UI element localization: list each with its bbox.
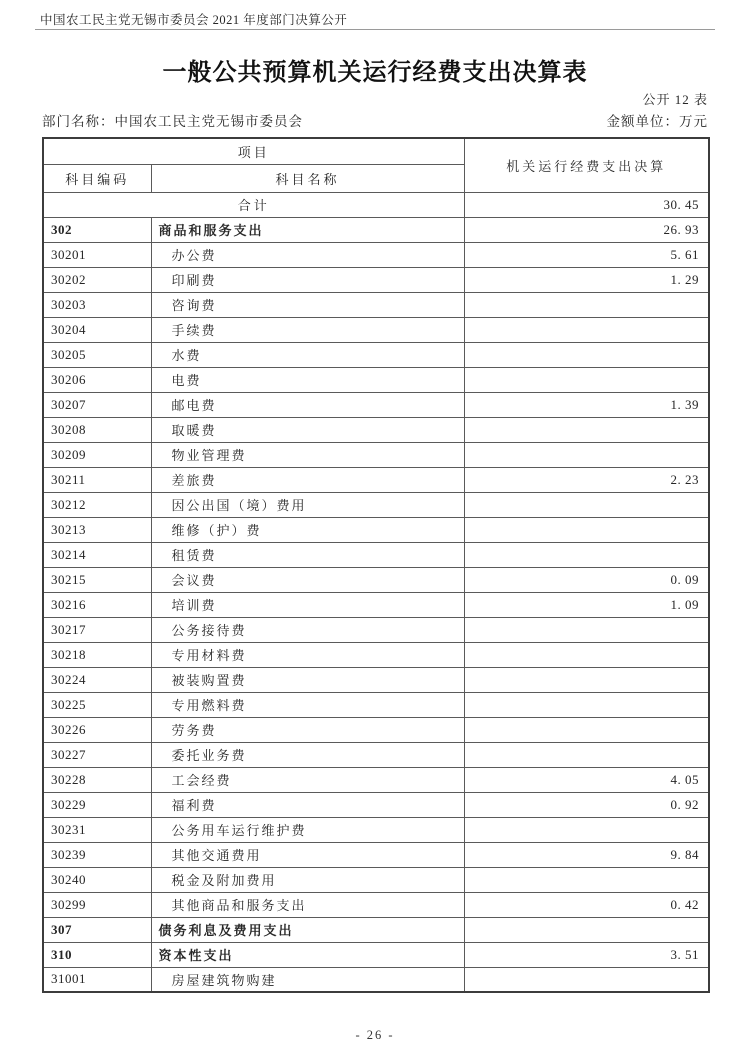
amount-unit-label: 金额单位：万元 bbox=[606, 114, 708, 129]
subject-code: 30224 bbox=[43, 667, 151, 692]
subject-code: 30215 bbox=[43, 567, 151, 592]
table-row bbox=[43, 942, 709, 967]
table-row bbox=[43, 467, 709, 492]
total-value: 30. 45 bbox=[464, 192, 709, 217]
subject-name: 邮电费 bbox=[151, 392, 464, 417]
subject-code: 30205 bbox=[43, 342, 151, 367]
table-row bbox=[43, 917, 709, 942]
amount-value bbox=[464, 317, 709, 342]
table-row bbox=[43, 292, 709, 317]
subject-name: 其他商品和服务支出 bbox=[151, 892, 464, 917]
subject-code: 30211 bbox=[43, 467, 151, 492]
amount-value bbox=[464, 917, 709, 942]
subject-name: 房屋建筑物购建 bbox=[151, 967, 464, 992]
page-number: - 26 - bbox=[355, 1028, 395, 1042]
table-row bbox=[43, 742, 709, 767]
subject-code: 30204 bbox=[43, 317, 151, 342]
subject-name: 手续费 bbox=[151, 317, 464, 342]
amount-value: 2. 23 bbox=[464, 467, 709, 492]
amount-value: 5. 61 bbox=[464, 242, 709, 267]
subject-code: 30214 bbox=[43, 542, 151, 567]
subject-code: 30229 bbox=[43, 792, 151, 817]
table-number: 公开 12 表 bbox=[642, 92, 708, 107]
subject-name: 水费 bbox=[151, 342, 464, 367]
subject-name: 租赁费 bbox=[151, 542, 464, 567]
amount-value: 1. 09 bbox=[464, 592, 709, 617]
subject-code: 30202 bbox=[43, 267, 151, 292]
table-row bbox=[43, 767, 709, 792]
header-divider bbox=[35, 29, 715, 30]
table-row bbox=[43, 442, 709, 467]
table-row bbox=[43, 242, 709, 267]
header-expense-value: 机关运行经费支出决算 bbox=[464, 138, 709, 192]
amount-value bbox=[464, 967, 709, 992]
table-row bbox=[43, 667, 709, 692]
amount-value: 9. 84 bbox=[464, 842, 709, 867]
amount-value bbox=[464, 417, 709, 442]
amount-value bbox=[464, 517, 709, 542]
table-row bbox=[43, 892, 709, 917]
amount-value: 1. 29 bbox=[464, 267, 709, 292]
subject-name: 其他交通费用 bbox=[151, 842, 464, 867]
subject-name: 公务接待费 bbox=[151, 617, 464, 642]
table-row bbox=[43, 692, 709, 717]
subject-name: 被装购置费 bbox=[151, 667, 464, 692]
subject-name: 税金及附加费用 bbox=[151, 867, 464, 892]
subject-name: 差旅费 bbox=[151, 467, 464, 492]
subject-name: 咨询费 bbox=[151, 292, 464, 317]
subject-code: 30206 bbox=[43, 367, 151, 392]
header-subject-name: 科目名称 bbox=[151, 164, 464, 192]
table-row bbox=[43, 592, 709, 617]
header-project: 项目 bbox=[43, 138, 464, 164]
table-row bbox=[43, 217, 709, 242]
amount-value bbox=[464, 867, 709, 892]
subject-code: 30225 bbox=[43, 692, 151, 717]
header-subject-code: 科目编码 bbox=[43, 164, 151, 192]
amount-value bbox=[464, 492, 709, 517]
amount-value: 26. 93 bbox=[464, 217, 709, 242]
amount-value bbox=[464, 717, 709, 742]
table-header-row-1 bbox=[43, 138, 709, 164]
subject-code: 30217 bbox=[43, 617, 151, 642]
table-row bbox=[43, 417, 709, 442]
amount-value bbox=[464, 742, 709, 767]
amount-value: 0. 92 bbox=[464, 792, 709, 817]
table-row bbox=[43, 392, 709, 417]
page-title: 一般公共预算机关运行经费支出决算表 bbox=[162, 60, 588, 86]
subject-code: 30212 bbox=[43, 492, 151, 517]
subject-name: 债务利息及费用支出 bbox=[151, 917, 464, 942]
document-running-header: 中国农工民主党无锡市委员会 2021 年度部门决算公开 bbox=[40, 13, 348, 27]
subject-code: 30201 bbox=[43, 242, 151, 267]
subject-name: 物业管理费 bbox=[151, 442, 464, 467]
subject-code: 30240 bbox=[43, 867, 151, 892]
table-row bbox=[43, 542, 709, 567]
amount-value: 0. 09 bbox=[464, 567, 709, 592]
table-row bbox=[43, 267, 709, 292]
amount-value bbox=[464, 342, 709, 367]
table-row bbox=[43, 367, 709, 392]
subject-code: 30231 bbox=[43, 817, 151, 842]
subject-name: 印刷费 bbox=[151, 267, 464, 292]
subject-code: 30228 bbox=[43, 767, 151, 792]
subject-code: 30299 bbox=[43, 892, 151, 917]
table-row bbox=[43, 567, 709, 592]
subject-code: 31001 bbox=[43, 967, 151, 992]
subject-code: 30218 bbox=[43, 642, 151, 667]
subject-name: 取暖费 bbox=[151, 417, 464, 442]
total-row bbox=[43, 192, 709, 217]
subject-code: 30213 bbox=[43, 517, 151, 542]
total-label: 合计 bbox=[43, 192, 464, 217]
subject-code: 30209 bbox=[43, 442, 151, 467]
table-meta-row bbox=[42, 110, 708, 130]
table-row bbox=[43, 867, 709, 892]
table-row bbox=[43, 842, 709, 867]
amount-value bbox=[464, 617, 709, 642]
subject-code: 30226 bbox=[43, 717, 151, 742]
subject-code: 30208 bbox=[43, 417, 151, 442]
subject-name: 委托业务费 bbox=[151, 742, 464, 767]
subject-name: 专用材料费 bbox=[151, 642, 464, 667]
subject-name: 商品和服务支出 bbox=[151, 217, 464, 242]
amount-value bbox=[464, 292, 709, 317]
subject-name: 因公出国（境）费用 bbox=[151, 492, 464, 517]
subject-name: 办公费 bbox=[151, 242, 464, 267]
budget-table bbox=[42, 137, 710, 993]
subject-code: 30216 bbox=[43, 592, 151, 617]
subject-name: 培训费 bbox=[151, 592, 464, 617]
subject-name: 资本性支出 bbox=[151, 942, 464, 967]
table-row bbox=[43, 492, 709, 517]
subject-name: 电费 bbox=[151, 367, 464, 392]
amount-value: 0. 42 bbox=[464, 892, 709, 917]
table-row bbox=[43, 517, 709, 542]
subject-name: 福利费 bbox=[151, 792, 464, 817]
subject-code: 30203 bbox=[43, 292, 151, 317]
amount-value: 4. 05 bbox=[464, 767, 709, 792]
subject-name: 公务用车运行维护费 bbox=[151, 817, 464, 842]
subject-code: 30207 bbox=[43, 392, 151, 417]
subject-code: 30227 bbox=[43, 742, 151, 767]
amount-value: 3. 51 bbox=[464, 942, 709, 967]
table-row bbox=[43, 642, 709, 667]
subject-name: 会议费 bbox=[151, 567, 464, 592]
subject-name: 劳务费 bbox=[151, 717, 464, 742]
table-row bbox=[43, 792, 709, 817]
table-row bbox=[43, 817, 709, 842]
subject-code: 310 bbox=[43, 942, 151, 967]
table-row bbox=[43, 967, 709, 992]
amount-value bbox=[464, 642, 709, 667]
table-row bbox=[43, 317, 709, 342]
table-row bbox=[43, 342, 709, 367]
table-row bbox=[43, 617, 709, 642]
department-name-label: 部门名称：中国农工民主党无锡市委员会 bbox=[42, 114, 303, 129]
subject-code: 30239 bbox=[43, 842, 151, 867]
amount-value: 1. 39 bbox=[464, 392, 709, 417]
subject-name: 维修（护）费 bbox=[151, 517, 464, 542]
amount-value bbox=[464, 667, 709, 692]
amount-value bbox=[464, 542, 709, 567]
amount-value bbox=[464, 692, 709, 717]
amount-value bbox=[464, 442, 709, 467]
subject-code: 302 bbox=[43, 217, 151, 242]
subject-name: 工会经费 bbox=[151, 767, 464, 792]
subject-name: 专用燃料费 bbox=[151, 692, 464, 717]
amount-value bbox=[464, 817, 709, 842]
subject-code: 307 bbox=[43, 917, 151, 942]
amount-value bbox=[464, 367, 709, 392]
table-row bbox=[43, 717, 709, 742]
